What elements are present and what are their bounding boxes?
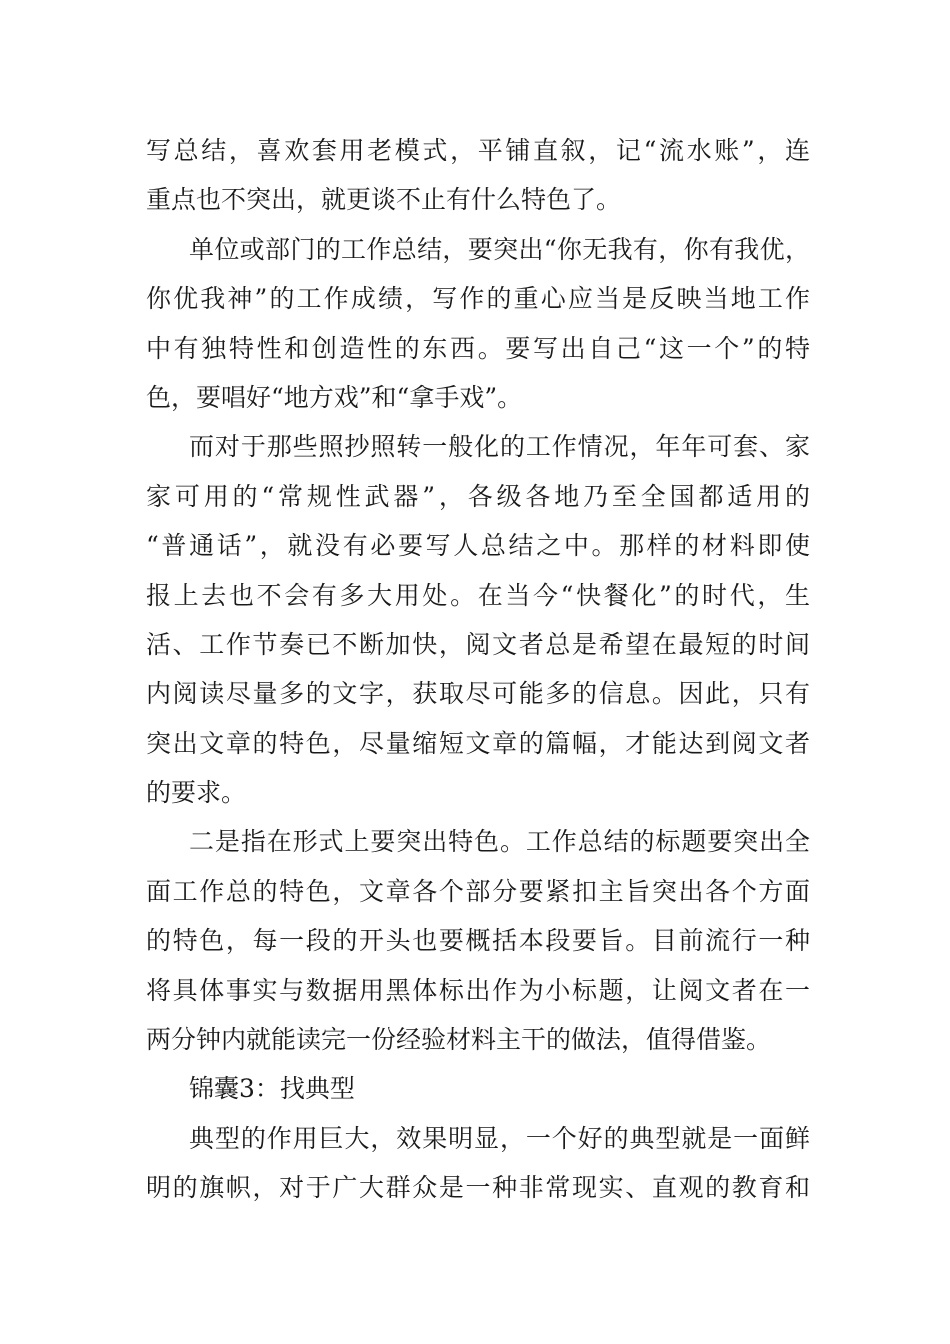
text-line: 家可用的“常规性武器”，各级各地乃至全国都适用的 bbox=[146, 481, 810, 511]
paragraph-first-line: 典型的作用巨大，效果明显，一个好的典型就是一面鲜 bbox=[189, 1123, 810, 1153]
text-line: 你优我神”的工作成绩，写作的重心应当是反映当地工作 bbox=[146, 284, 810, 314]
text-line: 的特色，每一段的开头也要概括本段要旨。目前流行一种 bbox=[146, 926, 810, 956]
text-line: 报上去也不会有多大用处。在当今“快餐化”的时代，生 bbox=[146, 580, 810, 610]
text-line: 活、工作节奏已不断加快，阅文者总是希望在最短的时间 bbox=[146, 629, 810, 659]
text-line: 将具体事实与数据用黑体标出作为小标题，让阅文者在一 bbox=[146, 975, 810, 1005]
text-line: 面工作总的特色，文章各个部分要紧扣主旨突出各个方面 bbox=[146, 876, 810, 906]
text-line: 写总结，喜欢套用老模式，平铺直叙，记“流水账”，连 bbox=[146, 136, 810, 165]
text-line: 明的旗帜，对于广大群众是一种非常现实、直观的教育和 bbox=[146, 1173, 810, 1203]
text-line: 中有独特性和创造性的东西。要写出自己“这一个”的特 bbox=[146, 333, 810, 363]
text-line: 内阅读尽量多的文字，获取尽可能多的信息。因此，只有 bbox=[146, 679, 810, 709]
text-line: 色，要唱好“地方戏”和“拿手戏”。 bbox=[146, 382, 523, 412]
paragraph-first-line: 单位或部门的工作总结，要突出“你无我有，你有我优， bbox=[189, 234, 810, 264]
paragraph-first-line: 二是指在形式上要突出特色。工作总结的标题要突出全 bbox=[189, 827, 810, 857]
text-line: 两分钟内就能读完一份经验材料主干的做法，值得借鉴。 bbox=[146, 1025, 772, 1055]
text-line: 重点也不突出，就更谈不止有什么特色了。 bbox=[146, 185, 622, 215]
paragraph-first-line: 而对于那些照抄照转一般化的工作情况，年年可套、家 bbox=[189, 432, 810, 462]
text-line: 突出文章的特色，尽量缩短文章的篇幅，才能达到阅文者 bbox=[146, 728, 810, 758]
document-body bbox=[146, 126, 810, 1213]
section-heading: 锦囊3：找典型 bbox=[189, 1074, 355, 1104]
text-line: 的要求。 bbox=[146, 778, 247, 808]
text-line: “普通话”，就没有必要写人总结之中。那样的材料即使 bbox=[146, 531, 810, 561]
